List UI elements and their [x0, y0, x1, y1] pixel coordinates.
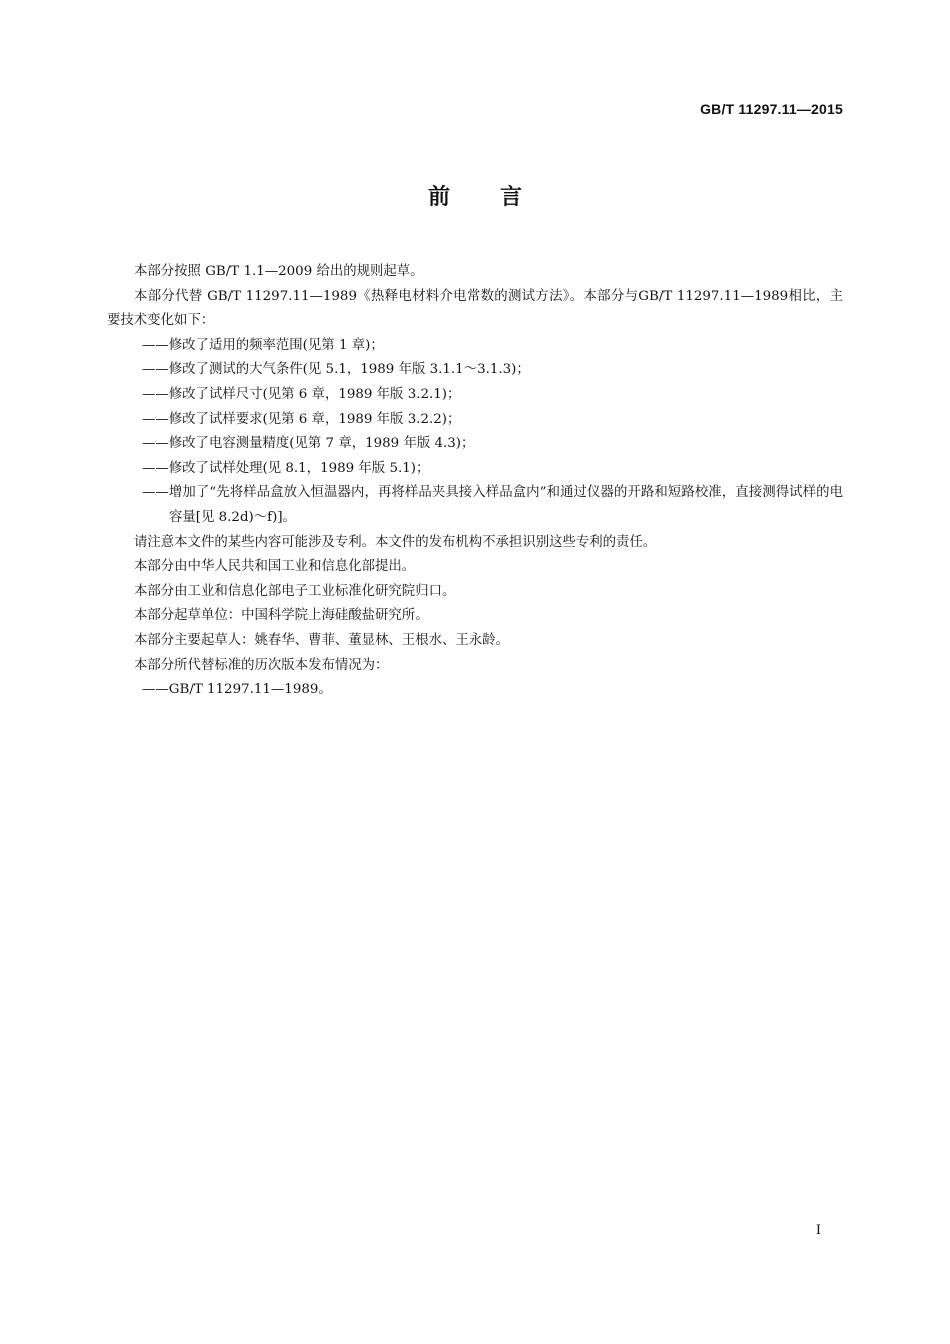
- change-item: ——增加了“先将样品盒放入恒温器内，再将样品夹具接入样品盒内”和通过仪器的开路和短路校准，直接测得试样的电容量[见 8.2d)～f)]。: [142, 485, 843, 525]
- paragraph-proposed-by: 本部分由中华人民共和国工业和信息化部提出。: [134, 559, 416, 575]
- page-title: 前言: [427, 185, 572, 210]
- previous-version-item: ——GB/T 11297.11—1989。: [142, 682, 332, 698]
- paragraph-drafters: 本部分主要起草人：姚春华、曹菲、董显林、王根水、王永龄。: [134, 632, 509, 648]
- foreword-body: [107, 260, 843, 703]
- paragraph-drafting-rules: 本部分按照 GB/T 1.1—2009 给出的规则起草。: [134, 264, 424, 279]
- standard-number: GB/T 11297.11—2015: [700, 101, 843, 117]
- change-item: ——修改了试样处理(见 8.1，1989 年版 5.1)；: [142, 460, 430, 476]
- page-number: I: [815, 1223, 821, 1238]
- paragraph-previous-editions: 本部分所代替标准的历次版本发布情况为：: [134, 657, 389, 673]
- paragraph-drafting-unit: 本部分起草单位：中国科学院上海硅酸盐研究所。: [134, 608, 429, 624]
- change-item: ——修改了试样尺寸(见第 6 章，1989 年版 3.2.1)；: [142, 386, 461, 402]
- paragraph-patent-notice: 请注意本文件的某些内容可能涉及专利。本文件的发布机构不承担识别这些专利的责任。: [134, 534, 657, 550]
- change-item: ——修改了测试的大气条件(见 5.1，1989 年版 3.1.1～3.1.3)；: [142, 362, 530, 378]
- change-item: ——修改了试样要求(见第 6 章，1989 年版 3.2.2)；: [142, 411, 461, 427]
- change-item: ——修改了适用的频率范围(见第 1 章)；: [142, 337, 384, 353]
- paragraph-administered-by: 本部分由工业和信息化部电子工业标准化研究院归口。: [134, 583, 456, 599]
- paragraph-replaces: 本部分代替 GB/T 11297.11—1989《热释电材料介电常数的测试方法》。本部分与GB/T 11297.11—1989相比，主要技术变化如下：: [107, 288, 843, 329]
- change-item: ——修改了电容测量精度(见第 7 章，1989 年版 4.3)；: [142, 436, 475, 452]
